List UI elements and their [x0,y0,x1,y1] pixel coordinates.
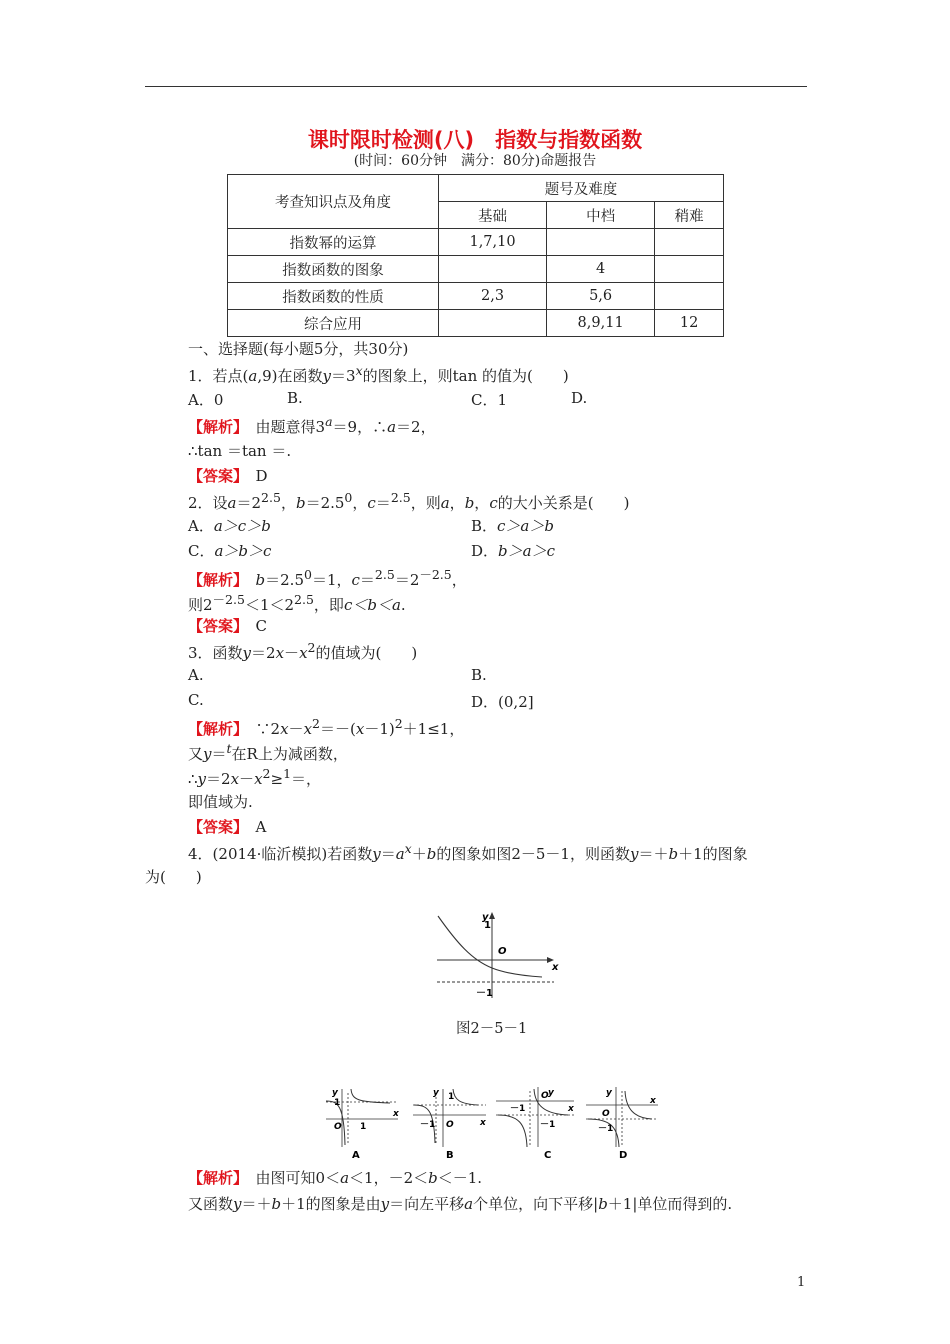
x-label: x [552,962,559,973]
q3-analysis-line3: $\therefore y=2x-x^2\ge^1=$， [188,766,322,788]
q1-option-d: D. [571,389,588,407]
col-group-header: 题号及难度 [439,175,724,202]
curve [351,1089,390,1103]
q1-analysis: 【解析】 由题意得$3^a=9$，∴a＝2， [188,414,436,436]
q2-option-b: B．c＞a＞b [471,517,554,535]
q3-stem: 3．函数$y=2x-x^2$的值域为( ) [188,640,418,662]
q3-option-a: A. [188,666,204,684]
table-row: 指数函数的性质 2,3 5,6 [228,283,724,310]
choice-graph-d [586,1087,658,1147]
q3-option-c: C. [188,691,204,709]
x-label: x [480,1118,486,1128]
level-mid: 中档 [547,202,655,229]
choice-figures [318,1085,658,1160]
q3-analysis-line2: 又y＝$^t$在R上为减函数， [188,741,348,763]
level-basic: 基础 [439,202,547,229]
q4-analysis: 【解析】 由图可知0＜a＜1，－2＜b＜－1. [188,1169,483,1187]
tick-label-neg-one: －1 [540,1120,556,1130]
tick-label-neg-one: －1 [476,988,493,999]
q3-analysis: 【解析】 $\because 2x-x^2=-(x-1)^2+1\le 1$， [188,716,465,738]
q2-answer: 【答案】 C [188,617,268,635]
level-hard: 稍难 [655,202,724,229]
col-topic-header: 考查知识点及角度 [228,175,439,229]
y-axis-arrow [489,912,495,919]
q4-analysis-line2: 又函数y＝＋b＋1的图象是由y＝向左平移a个单位，向下平移|b＋1|单位而得到的. [188,1195,733,1213]
y-label: y [332,1088,338,1098]
q3-option-d: D．(0,2] [471,693,534,711]
section-heading: 一、选择题(每小题5分，共30分) [188,340,409,358]
q2-option-a: A．a＞c＞b [188,517,271,535]
q2-option-d: D．b＞a＞c [471,542,555,560]
q2-analysis: 【解析】 $b=2.5^0=1$，$c=^{2.5}=2^{-2.5}$， [188,567,467,589]
tick-label-one: 1 [448,1092,455,1102]
choice-label-b: B [446,1150,454,1160]
q1-stem: 1．若点(a,9)在函数$y=3^x$的图象上，则tan 的值为( ) [188,363,569,385]
q2-stem: 2．设$a=2^{2.5}$，$b=2.5^0$，c＝$^{2.5}$，则a，b，c的大小关系是( ) [188,490,630,512]
x-label: x [650,1096,656,1106]
q4-stem: 4．(2014·临沂模拟)若函数$y=a^x+b$的图象如图2－5－1，则函数y＝＋b＋1的图象 [188,841,748,863]
tick-label-neg-one: －1 [510,1104,526,1114]
page-number: 1 [797,1275,806,1290]
q1-analysis-line2: ∴tan ＝tan ＝. [188,442,292,460]
q1-answer: 【答案】 D [188,467,268,485]
choice-graph-c [496,1087,575,1147]
table-row: 指数函数的图象 4 [228,256,724,283]
y-label: y [482,912,489,923]
curve [453,1089,478,1105]
header-rule [145,86,807,87]
x-label: x [393,1109,399,1119]
tick-label-one: 1 [334,1098,341,1108]
curve [498,1115,527,1147]
q4-stem-line2: 为( ) [145,868,202,886]
x-label: x [568,1104,574,1114]
tick-label-one: 1 [360,1122,367,1132]
q2-option-c: C．a＞b＞c [188,542,272,560]
page-subtitle: (时间：60分钟 满分：80分)命题报告 [353,153,597,169]
tick-label-one: 1 [484,920,491,931]
q3-analysis-line4: 即值域为. [188,793,253,811]
origin-label: O [602,1109,610,1119]
table-row: 指数幂的运算 1,7,10 [228,229,724,256]
figure-caption: 图2－5－1 [456,1021,528,1037]
q2-analysis-line2: 则$2^{-2.5}<1<2^{2.5}$，即c＜b＜a. [188,592,406,614]
choice-label-d: D [619,1150,628,1160]
y-label: y [548,1088,554,1098]
q3-option-b: B. [471,666,487,684]
origin-label: O [446,1120,454,1130]
choice-label-a: A [352,1150,360,1160]
origin-label: O [498,946,507,957]
table-row: 综合应用 8,9,11 12 [228,310,724,337]
choice-label-c: C [544,1150,552,1160]
tick-label-neg-one: －1 [420,1120,436,1130]
q3-answer: 【答案】 A [188,818,267,836]
q1-option-b: B. [287,389,303,407]
report-table [227,174,724,337]
q1-option-a: A．0 [188,391,224,409]
page-title: 课时限时检测(八) 指数与指数函数 [307,128,643,152]
figure-2-5-1 [432,908,562,1000]
origin-label: O [541,1091,549,1101]
y-label: y [433,1088,439,1098]
y-label: y [606,1088,612,1098]
choice-graph-a [326,1088,400,1147]
choice-graph-b [413,1088,487,1147]
origin-label: O [334,1122,342,1132]
tick-label-neg-one: －1 [598,1124,614,1134]
q1-option-c: C．1 [471,391,508,409]
